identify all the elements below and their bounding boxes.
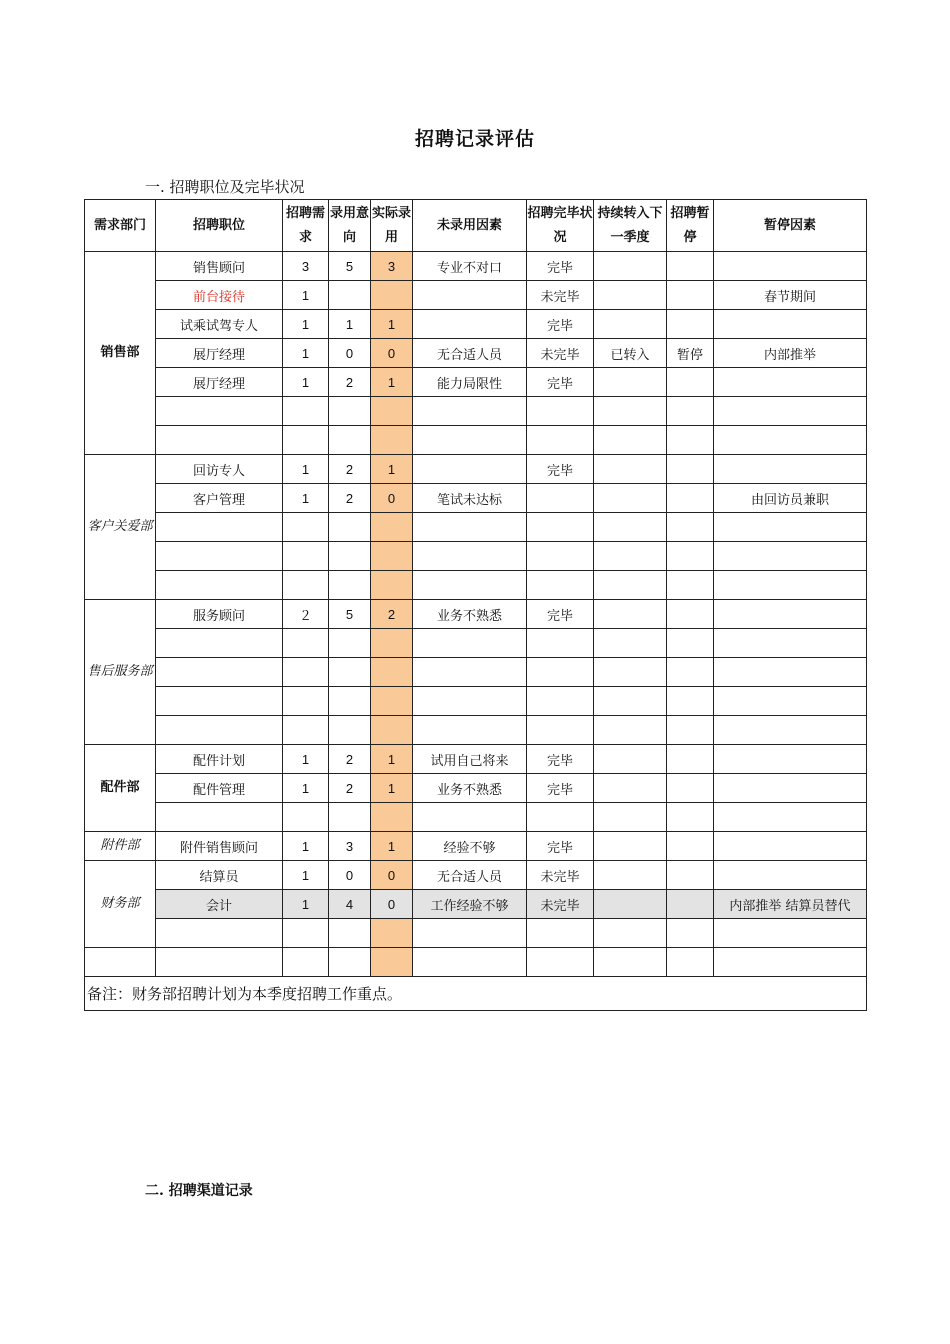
cell-pause-reason — [714, 310, 867, 339]
cell-demand: 1 — [283, 890, 329, 919]
dept-finance: 财务部 — [85, 861, 156, 948]
cell-actual: 1 — [371, 368, 413, 397]
table-row — [85, 832, 867, 861]
cell-carry — [594, 861, 667, 890]
cell-position: 展厅经理 — [156, 339, 283, 368]
cell-reject — [413, 281, 527, 310]
cell-pause — [667, 890, 714, 919]
cell-actual: 1 — [371, 310, 413, 339]
table-row — [85, 310, 867, 339]
cell-intent: 5 — [329, 600, 371, 629]
cell-pause-reason — [714, 368, 867, 397]
page-title: 招聘记录评估 — [414, 128, 535, 150]
empty-row — [85, 687, 867, 716]
cell-demand: 1 — [283, 310, 329, 339]
cell-position: 结算员 — [156, 861, 283, 890]
cell-reject: 工作经验不够 — [413, 890, 527, 919]
cell-intent: 2 — [329, 774, 371, 803]
cell-pause-reason — [714, 861, 867, 890]
cell-position: 附件销售顾问 — [156, 832, 283, 861]
cell-position: 配件计划 — [156, 745, 283, 774]
cell-position: 试乘试驾专人 — [156, 310, 283, 339]
cell-carry — [594, 310, 667, 339]
cell-carry — [594, 745, 667, 774]
cell-position: 展厅经理 — [156, 368, 283, 397]
cell-demand: 1 — [283, 832, 329, 861]
cell-pause — [667, 745, 714, 774]
cell-intent: 2 — [329, 368, 371, 397]
empty-row — [85, 397, 867, 426]
table-row — [85, 861, 867, 890]
cell-status: 完毕 — [527, 774, 594, 803]
cell-pause — [667, 832, 714, 861]
cell-pause — [667, 252, 714, 281]
cell-demand: 1 — [283, 861, 329, 890]
cell-position: 会计 — [156, 890, 283, 919]
cell-demand: 1 — [283, 774, 329, 803]
cell-reject: 业务不熟悉 — [413, 600, 527, 629]
cell-intent: 3 — [329, 832, 371, 861]
cell-carry — [594, 252, 667, 281]
cell-pause-reason — [714, 600, 867, 629]
cell-pause-reason: 内部推举 — [714, 339, 867, 368]
cell-status: 完毕 — [527, 368, 594, 397]
cell-actual: 1 — [371, 774, 413, 803]
cell-status: 完毕 — [527, 252, 594, 281]
cell-pause — [667, 368, 714, 397]
cell-reject: 试用自己将来 — [413, 745, 527, 774]
dept-accessory: 附件部 — [85, 832, 156, 861]
cell-position: 销售顾问 — [156, 252, 283, 281]
cell-reject: 业务不熟悉 — [413, 774, 527, 803]
cell-status: 完毕 — [527, 455, 594, 484]
cell-actual: 0 — [371, 861, 413, 890]
table-row — [85, 484, 867, 513]
cell-intent: 0 — [329, 339, 371, 368]
header-pause: 招聘暂停 — [667, 200, 714, 252]
header-dept: 需求部门 — [85, 200, 156, 252]
cell-carry: 已转入 — [594, 339, 667, 368]
cell-position: 回访专人 — [156, 455, 283, 484]
cell-position: 配件管理 — [156, 774, 283, 803]
cell-carry — [594, 281, 667, 310]
cell-pause — [667, 484, 714, 513]
cell-demand: 1 — [283, 484, 329, 513]
cell-intent: 2 — [329, 745, 371, 774]
cell-demand: ２ — [283, 600, 329, 629]
cell-position: 前台接待 — [156, 281, 283, 310]
cell-status: 未完毕 — [527, 339, 594, 368]
cell-carry — [594, 600, 667, 629]
cell-pause-reason — [714, 252, 867, 281]
cell-position: 服务顾问 — [156, 600, 283, 629]
cell-actual: 0 — [371, 339, 413, 368]
cell-intent — [329, 281, 371, 310]
cell-pause-reason: 春节期间 — [714, 281, 867, 310]
cell-carry — [594, 890, 667, 919]
cell-status: 未完毕 — [527, 890, 594, 919]
cell-intent: 1 — [329, 310, 371, 339]
empty-row — [85, 513, 867, 542]
cell-demand: 1 — [283, 281, 329, 310]
cell-demand: 1 — [283, 745, 329, 774]
cell-pause-reason — [714, 832, 867, 861]
cell-pause-reason — [714, 745, 867, 774]
empty-row — [85, 571, 867, 600]
cell-pause-reason — [714, 774, 867, 803]
header-actual: 实际录用 — [371, 200, 413, 252]
cell-pause — [667, 455, 714, 484]
table-row — [85, 455, 867, 484]
header-row — [85, 200, 867, 252]
cell-actual — [371, 281, 413, 310]
cell-status: 完毕 — [527, 600, 594, 629]
note-text: 备注：财务部招聘计划为本季度招聘工作重点。 — [85, 977, 867, 1011]
cell-pause — [667, 861, 714, 890]
cell-pause-reason: 由回访员兼职 — [714, 484, 867, 513]
table-row — [85, 252, 867, 281]
dept-sales: 销售部 — [85, 252, 156, 455]
cell-intent: 4 — [329, 890, 371, 919]
header-reject: 未录用因素 — [413, 200, 527, 252]
empty-row — [85, 629, 867, 658]
cell-demand: 1 — [283, 455, 329, 484]
cell-status: 未完毕 — [527, 861, 594, 890]
empty-row — [85, 948, 867, 977]
empty-row — [85, 658, 867, 687]
table-row — [85, 774, 867, 803]
cell-position: 客户管理 — [156, 484, 283, 513]
table-row — [85, 281, 867, 310]
cell-carry — [594, 455, 667, 484]
empty-row — [85, 716, 867, 745]
cell-reject: 笔试未达标 — [413, 484, 527, 513]
cell-actual: 3 — [371, 252, 413, 281]
empty-row — [85, 919, 867, 948]
cell-carry — [594, 484, 667, 513]
header-position: 招聘职位 — [156, 200, 283, 252]
cell-pause — [667, 310, 714, 339]
empty-row — [85, 542, 867, 571]
cell-actual: 0 — [371, 484, 413, 513]
cell-actual: 1 — [371, 832, 413, 861]
table-row — [85, 368, 867, 397]
table-row — [85, 890, 867, 919]
dept-customer-care: 客户关爱部 — [85, 455, 156, 600]
cell-intent: 2 — [329, 455, 371, 484]
cell-carry — [594, 774, 667, 803]
header-carry: 持续转入下一季度 — [594, 200, 667, 252]
cell-status: 完毕 — [527, 745, 594, 774]
cell-reject — [413, 310, 527, 339]
table-row — [85, 745, 867, 774]
cell-carry — [594, 832, 667, 861]
cell-status: 完毕 — [527, 310, 594, 339]
cell-demand: 1 — [283, 368, 329, 397]
section-heading-1: 一. 招聘职位及完毕状况 — [145, 178, 305, 196]
cell-intent: 2 — [329, 484, 371, 513]
table-row — [85, 600, 867, 629]
dept-after-sales: 售后服务部 — [85, 600, 156, 745]
table-row — [85, 339, 867, 368]
cell-status — [527, 484, 594, 513]
dept-parts: 配件部 — [85, 745, 156, 832]
header-demand: 招聘需求 — [283, 200, 329, 252]
cell-reject: 无合适人员 — [413, 339, 527, 368]
cell-intent: 0 — [329, 861, 371, 890]
cell-actual: 2 — [371, 600, 413, 629]
empty-row — [85, 803, 867, 832]
header-pause-reason: 暂停因素 — [714, 200, 867, 252]
cell-status: 完毕 — [527, 832, 594, 861]
cell-carry — [594, 368, 667, 397]
cell-reject: 能力局限性 — [413, 368, 527, 397]
section-heading-2: 二. 招聘渠道记录 — [145, 1183, 253, 1199]
cell-reject: 专业不对口 — [413, 252, 527, 281]
cell-pause — [667, 774, 714, 803]
note-row — [85, 977, 867, 1011]
cell-demand: 3 — [283, 252, 329, 281]
cell-pause-reason — [714, 455, 867, 484]
cell-reject: 无合适人员 — [413, 861, 527, 890]
cell-demand: 1 — [283, 339, 329, 368]
cell-status: 未完毕 — [527, 281, 594, 310]
empty-row — [85, 426, 867, 455]
cell-pause: 暂停 — [667, 339, 714, 368]
cell-actual: 1 — [371, 745, 413, 774]
cell-pause — [667, 600, 714, 629]
recruitment-table — [84, 199, 867, 1011]
header-status: 招聘完毕状况 — [527, 200, 594, 252]
header-intent: 录用意向 — [329, 200, 371, 252]
cell-intent: 5 — [329, 252, 371, 281]
cell-reject — [413, 455, 527, 484]
cell-reject: 经验不够 — [413, 832, 527, 861]
cell-pause-reason: 内部推举 结算员替代 — [714, 890, 867, 919]
cell-actual: 1 — [371, 455, 413, 484]
cell-pause — [667, 281, 714, 310]
cell-actual: 0 — [371, 890, 413, 919]
